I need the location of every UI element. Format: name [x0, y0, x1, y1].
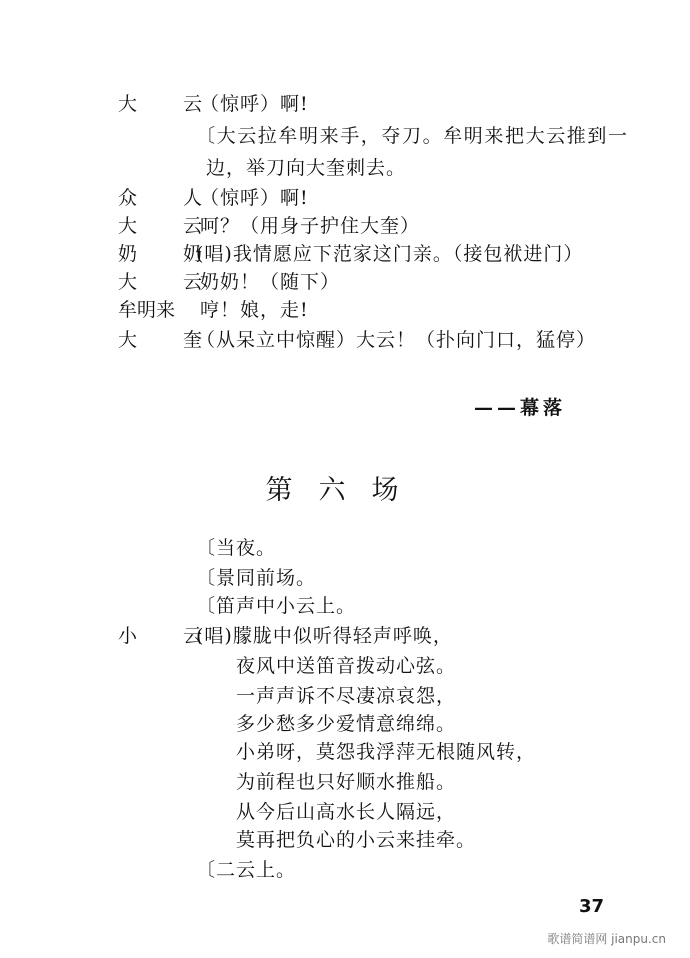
song-line: (唱)朦胧中似听得轻声呼唤， [196, 625, 453, 647]
song-line: 从今后山高水长人隔远， [236, 801, 457, 823]
stage-direction: 〔二云上。 [196, 859, 297, 881]
stage-direction: 〔景同前场。 [196, 567, 317, 589]
page-number: 37 [578, 896, 604, 917]
speaker-name: 奶 奶 [118, 243, 223, 265]
song-line: 莫再把负心的小云来挂牵。 [236, 829, 477, 851]
song-line: 夜风中送笛音拨动心弦。 [236, 655, 457, 677]
dialog-line: （惊呼）啊! [200, 93, 309, 115]
dialog-line: (唱)我情愿应下范家这门亲。（接包袱进门） [196, 243, 584, 265]
stage-direction: 〔大云拉牟明来手，夺刀。牟明来把大云推到一 [196, 125, 629, 147]
speaker-name: 牟明来 [118, 299, 176, 321]
speaker-name: 众 人 [118, 187, 223, 209]
song-line: 为前程也只好顺水推船。 [236, 771, 457, 793]
speaker-name: 小 云 [118, 625, 223, 647]
curtain-falls: ——幕落 [473, 397, 566, 419]
scene-title: 第六场 [265, 475, 425, 506]
watermark: 歌谱简谱网 jianpu.cn [547, 932, 666, 946]
dialog-line: （从呆立中惊醒）大云！（扑向门口，猛停） [196, 329, 597, 351]
dialog-line: （惊呼）啊! [200, 187, 309, 209]
song-line: 小弟呀，莫怨我浮萍无根随风转， [236, 741, 537, 763]
dialog-line: 呵？（用身子护住大奎） [200, 215, 421, 237]
dialog-line: 哼！娘，走! [200, 299, 309, 321]
stage-direction: 〔笛声中小云上。 [196, 595, 357, 617]
song-line: 多少愁多少爱情意绵绵。 [236, 713, 457, 735]
speaker-name: 大 云 [118, 93, 223, 115]
speaker-name: 大 云 [118, 271, 223, 293]
speaker-name: 大 奎 [118, 329, 223, 351]
song-line: 一声声诉不尽凄凉哀怨， [236, 685, 457, 707]
dialog-line: 奶奶！（随下） [200, 271, 341, 293]
stage-direction: 〔当夜。 [196, 537, 277, 559]
speaker-name: 大 云 [118, 215, 223, 237]
stage-direction: 边，举刀向大奎刺去。 [206, 157, 407, 179]
